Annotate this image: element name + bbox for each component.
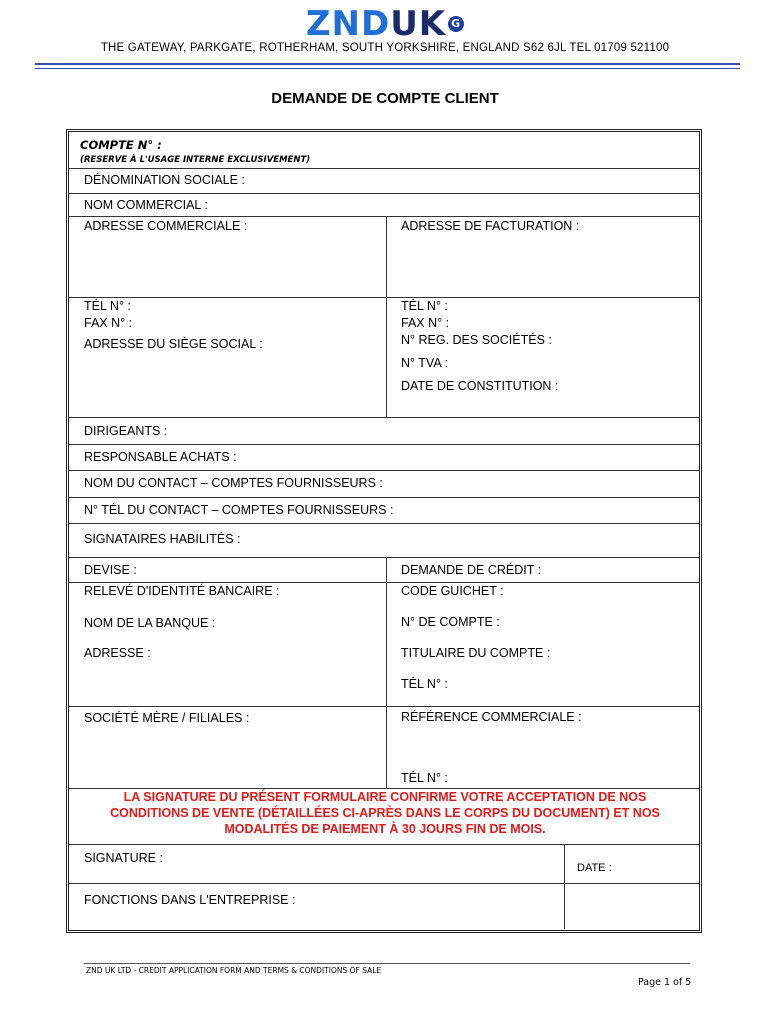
- logo-uk: UK: [390, 4, 447, 44]
- bank-details-label: RELEVÉ D'IDENTITÉ BANCAIRE :: [84, 584, 280, 598]
- terms-acceptance-notice: [72, 789, 698, 837]
- header-rule: [35, 63, 740, 65]
- authorised-signatories-field[interactable]: SIGNATAIRES HABILITÉS :: [84, 532, 241, 546]
- internal-use-note: (RESERVE À L'USAGE INTERNE EXCLUSIVEMENT): [80, 155, 311, 165]
- divider: [69, 168, 699, 169]
- vat-number-field[interactable]: N° TVA :: [401, 356, 448, 370]
- column-divider: [386, 216, 387, 418]
- divider: [69, 193, 699, 194]
- divider: [69, 417, 699, 418]
- divider: [69, 216, 699, 217]
- bank-address-field[interactable]: ADRESSE :: [84, 646, 151, 660]
- footer-rule: [84, 963, 690, 964]
- currency-field[interactable]: DEVISE :: [84, 563, 137, 577]
- company-name-field[interactable]: DÉNOMINATION SOCIALE :: [84, 173, 245, 187]
- contact-name-field[interactable]: NOM DU CONTACT – COMPTES FOURNISSEURS :: [84, 476, 383, 490]
- business-address-field[interactable]: ADRESSE COMMERCIALE :: [84, 219, 248, 233]
- footer-text: ZND UK LTD - CREDIT APPLICATION FORM AND TERMS & CONDITIONS OF SALE: [86, 966, 382, 975]
- trading-name-field[interactable]: NOM COMMERCIAL :: [84, 198, 208, 212]
- divider: [69, 497, 699, 498]
- notice-line-1: LA SIGNATURE DU PRÉSENT FORMULAIRE CONFIRME VOTRE ACCEPTATION DE NOS: [123, 790, 647, 804]
- reference-phone-field[interactable]: TÉL N° :: [401, 771, 448, 785]
- column-divider: [564, 844, 565, 929]
- account-no-field[interactable]: N° DE COMPTE :: [401, 615, 500, 629]
- divider: [69, 883, 699, 884]
- contact-phone-field[interactable]: N° TÉL DU CONTACT – COMPTES FOURNISSEURS :: [84, 503, 394, 517]
- sort-code-field[interactable]: CODE GUICHET :: [401, 584, 504, 598]
- phone-field-right[interactable]: TÉL N° :: [401, 299, 448, 313]
- notice-line-2: CONDITIONS DE VENTE (DÉTAILLÉES CI-APRÈS DANS LE CORPS DU DOCUMENT) ET NOS: [110, 806, 660, 820]
- logo-mark-icon: G: [448, 16, 464, 32]
- position-field[interactable]: FONCTIONS DANS L'ENTREPRISE :: [84, 893, 296, 907]
- divider: [69, 523, 699, 524]
- company-address: THE GATEWAY, PARKGATE, ROTHERHAM, SOUTH YORKSHIRE, ENGLAND S62 6JL TEL 01709 521100: [100, 42, 670, 54]
- notice-line-3: MODALITÉS DE PAIEMENT À 30 JOURS FIN DE MOIS.: [224, 822, 546, 836]
- phone-field-left[interactable]: TÉL N° :: [84, 299, 131, 313]
- signature-field[interactable]: SIGNATURE :: [84, 851, 163, 865]
- account-number-label: COMPTE N° :: [80, 138, 162, 152]
- divider: [69, 557, 699, 558]
- fax-field-left[interactable]: FAX N° :: [84, 316, 133, 330]
- trade-reference-field[interactable]: RÉFÉRENCE COMMERCIALE :: [401, 710, 582, 724]
- logo-znd: ZND: [305, 4, 391, 44]
- parent-company-field[interactable]: SOCIÉTÉ MÈRE / FILIALES :: [84, 711, 250, 725]
- divider: [69, 706, 699, 707]
- account-holder-field[interactable]: TITULAIRE DU COMPTE :: [401, 646, 551, 660]
- column-divider: [386, 557, 387, 788]
- date-field[interactable]: DATE :: [577, 862, 612, 874]
- bank-name-field[interactable]: NOM DE LA BANQUE :: [84, 616, 216, 630]
- head-office-address-field[interactable]: ADRESSE DU SIÈGE SOCIAL :: [84, 337, 263, 351]
- incorporation-date-field[interactable]: DATE DE CONSTITUTION :: [401, 379, 559, 393]
- directors-field[interactable]: DIRIGEANTS :: [84, 424, 168, 438]
- page-title: DEMANDE DE COMPTE CLIENT: [271, 90, 499, 107]
- credit-request-field[interactable]: DEMANDE DE CRÉDIT :: [401, 563, 542, 577]
- divider: [69, 297, 699, 298]
- divider: [69, 444, 699, 445]
- bank-phone-field[interactable]: TÉL N° :: [401, 677, 448, 691]
- divider: [69, 470, 699, 471]
- fax-field-right[interactable]: FAX N° :: [401, 316, 450, 330]
- purchasing-manager-field[interactable]: RESPONSABLE ACHATS :: [84, 450, 237, 464]
- header-rule-thin: [35, 68, 740, 69]
- company-logo: [0, 4, 770, 44]
- divider: [69, 582, 699, 583]
- company-reg-field[interactable]: N° REG. DES SOCIÉTÉS :: [401, 333, 552, 347]
- page-number: Page 1 of 5: [638, 977, 692, 988]
- divider: [69, 844, 699, 845]
- billing-address-field[interactable]: ADRESSE DE FACTURATION :: [401, 219, 580, 233]
